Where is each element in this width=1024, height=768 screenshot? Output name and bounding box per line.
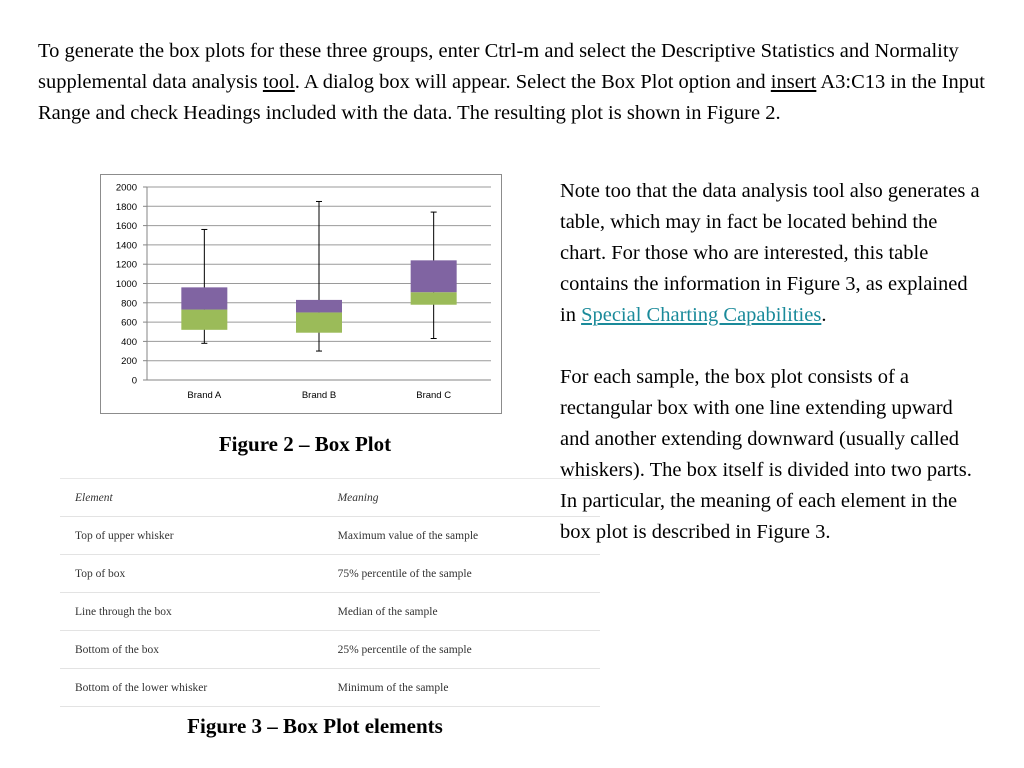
y-tick-label: 200 bbox=[121, 356, 137, 368]
table-row bbox=[60, 631, 600, 669]
side-text-1: Note too that the data analysis tool also generates a table, which may in fact be located behind the chart. For those who are interested, this table contains the information in Figure 3, as explained in bbox=[560, 180, 980, 326]
table-header-row bbox=[60, 479, 600, 517]
element-cell: Top of box bbox=[60, 555, 323, 593]
table-row bbox=[60, 593, 600, 631]
element-cell: Bottom of the box bbox=[60, 631, 323, 669]
x-category-label: Brand C bbox=[416, 390, 452, 401]
header-meaning: Meaning bbox=[323, 479, 600, 517]
y-tick-label: 1800 bbox=[115, 201, 137, 213]
table-row bbox=[60, 669, 600, 707]
header-element: Element bbox=[60, 479, 323, 517]
y-tick-label: 0 bbox=[131, 375, 137, 387]
x-category-label: Brand B bbox=[301, 390, 337, 401]
upper-box-segment bbox=[411, 260, 457, 292]
lower-box-segment bbox=[181, 310, 227, 330]
y-tick-label: 2000 bbox=[115, 182, 137, 194]
element-cell: Top of upper whisker bbox=[60, 517, 323, 555]
element-cell: Line through the box bbox=[60, 593, 323, 631]
figure-2-caption: Figure 2 – Box Plot bbox=[218, 432, 392, 456]
lower-box-segment bbox=[296, 312, 342, 332]
meaning-cell: Median of the sample bbox=[323, 593, 600, 631]
y-tick-label: 1600 bbox=[115, 221, 137, 233]
element-cell: Bottom of the lower whisker bbox=[60, 669, 323, 707]
y-tick-label: 1000 bbox=[115, 279, 137, 290]
side-text bbox=[560, 176, 980, 579]
lower-box-segment bbox=[411, 292, 457, 305]
y-tick-label: 1200 bbox=[115, 259, 137, 271]
x-category-label: Brand A bbox=[187, 390, 222, 401]
box-plot-svg bbox=[101, 175, 501, 413]
box-plot-elements-table bbox=[60, 478, 600, 707]
side-text-2: . bbox=[821, 304, 827, 326]
y-tick-label: 400 bbox=[121, 336, 137, 348]
meaning-cell: Minimum of the sample bbox=[323, 669, 600, 707]
upper-box-segment bbox=[296, 300, 342, 313]
meaning-cell: 25% percentile of the sample bbox=[323, 631, 600, 669]
insert-link[interactable]: insert bbox=[770, 71, 817, 93]
table-row bbox=[60, 517, 600, 555]
meaning-cell: 75% percentile of the sample bbox=[323, 555, 600, 593]
side-paragraph-1 bbox=[560, 176, 980, 331]
intro-text-3: A3:C13 in the Input Range and check Headings included with the data. The resulting plot is shown in Figure 2. bbox=[38, 71, 985, 124]
special-charting-link[interactable]: Special Charting Capabilities bbox=[581, 304, 822, 326]
side-paragraph-2: For each sample, the box plot consists of a rectangular box with one line extending upward and another extending downward (usually called whiskers). The box itself is divided into two parts. In particular, the meaning of each element in the box plot is described in Figure 3. bbox=[560, 366, 972, 543]
intro-text-1: To generate the box plots for these three groups, enter Ctrl-m and select the Descriptive Statistics and Normality supplemental data analysis bbox=[38, 40, 959, 93]
intro-text-2: . A dialog box will appear. Select the Box Plot option and bbox=[294, 71, 771, 93]
tool-link[interactable]: tool bbox=[262, 71, 295, 93]
y-tick-label: 600 bbox=[121, 317, 137, 329]
upper-box-segment bbox=[181, 287, 227, 309]
y-tick-label: 1400 bbox=[115, 240, 137, 252]
table-row bbox=[60, 555, 600, 593]
figure-3-caption: Figure 3 – Box Plot elements bbox=[187, 714, 443, 738]
y-tick-label: 800 bbox=[121, 298, 137, 310]
meaning-cell: Maximum value of the sample bbox=[323, 517, 600, 555]
box-plot-chart bbox=[100, 174, 502, 414]
intro-paragraph bbox=[38, 36, 998, 129]
